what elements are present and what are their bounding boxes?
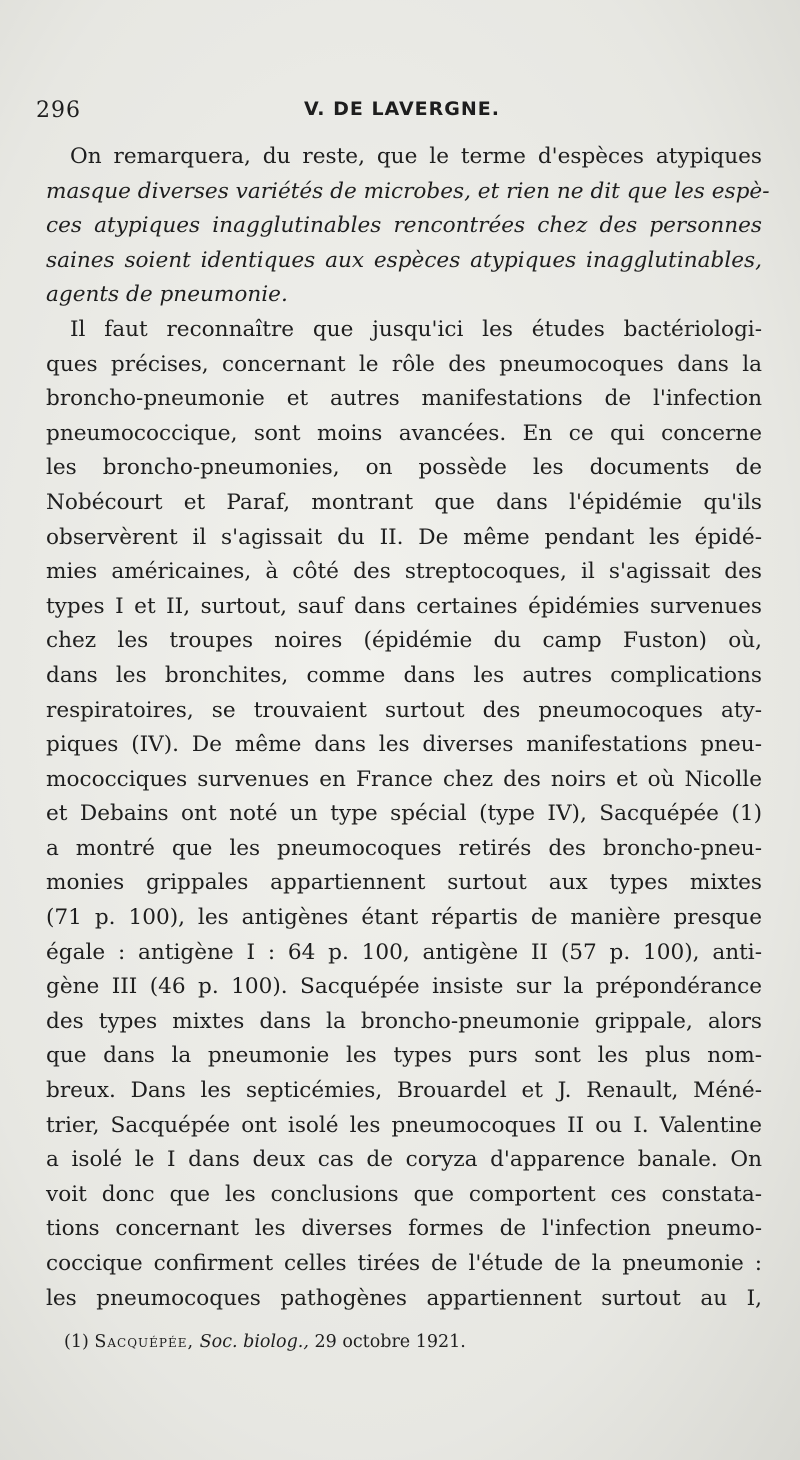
text-line: respiratoires, se trouvaient surtout des pneumocoques aty- xyxy=(46,697,762,723)
text-line: chez les troupes noires (épidémie du camp Fuston) où, xyxy=(46,628,762,654)
text-line: les broncho-pneumonies, on possède les documents de xyxy=(46,455,762,481)
text-line: a montré que les pneumocoques retirés des broncho-pneu- xyxy=(46,835,762,861)
footnote-marker: (1) xyxy=(64,1332,89,1352)
text-line: trier, Sacquépée ont isolé les pneumocoques II ou I. Valentine xyxy=(46,1112,762,1138)
text-line: coccique confirment celles tirées de l'étude de la pneumonie : xyxy=(46,1251,762,1276)
footnote-journal: Soc. biolog., xyxy=(199,1332,309,1352)
text-line: types I et II, surtout, sauf dans certaines épidémies survenues xyxy=(46,593,762,619)
footnote-author: Sacquépée, xyxy=(94,1332,195,1352)
text-line: tions concernant les diverses formes de l'infection pneumo- xyxy=(46,1216,762,1242)
text-line: mies américaines, à côté des streptocoques, il s'agissait des xyxy=(46,559,762,585)
text-line: a isolé le I dans deux cas de coryza d'apparence banale. On xyxy=(46,1147,762,1173)
footnote-date: 29 octobre 1921. xyxy=(314,1332,466,1352)
text-line: pneumococcique, sont moins avancées. En ce qui concerne xyxy=(46,420,762,446)
text-line: piques (IV). De même dans les diverses manifestations pneu- xyxy=(46,732,762,758)
text-line: breux. Dans les septicémies, Brouardel et J. Renault, Méné- xyxy=(46,1078,762,1104)
text-line: masque diverses variétés de microbes, et rien ne dit que les espè- xyxy=(46,178,770,204)
text-line: ques précises, concernant le rôle des pneumocoques dans la xyxy=(46,351,762,377)
text-line: monies grippales appartiennent surtout aux types mixtes xyxy=(46,870,762,896)
text-line: mococciques survenues en France chez des noirs et où Nicolle xyxy=(46,766,762,792)
text-line: dans les bronchites, comme dans les autres complications xyxy=(46,662,762,688)
footnote xyxy=(64,1332,466,1352)
text-line: gène III (46 p. 100). Sacquépée insiste sur la prépondérance xyxy=(46,974,762,1000)
text-line: que dans la pneumonie les types purs sont les plus nom- xyxy=(46,1043,762,1069)
text-line: On remarquera, du reste, que le terme d'espèces atypiques xyxy=(70,144,762,169)
text-line: agents de pneumonie. xyxy=(46,282,288,308)
text-line: Il faut reconnaître que jusqu'ici les études bactériologi- xyxy=(70,316,762,342)
text-line: égale : antigène I : 64 p. 100, antigène II (57 p. 100), anti- xyxy=(46,939,762,965)
text-line: voit donc que les conclusions que comportent ces constata- xyxy=(46,1181,762,1207)
page-header xyxy=(36,98,756,130)
text-line: et Debains ont noté un type spécial (type IV), Sacquépée (1) xyxy=(46,801,762,827)
text-line: Nobécourt et Paraf, montrant que dans l'épidémie qu'ils xyxy=(46,489,762,515)
running-title: V. DE LAVERGNE. xyxy=(304,98,500,120)
text-line: observèrent il s'agissait du II. De même pendant les épidé- xyxy=(46,524,762,550)
text-line: (71 p. 100), les antigènes étant répartis de manière presque xyxy=(46,905,762,931)
text-line: broncho-pneumonie et autres manifestations de l'infection xyxy=(46,386,762,412)
text-line: saines soient identiques aux espèces atypiques inagglutinables, xyxy=(46,247,762,273)
body-text xyxy=(46,140,770,1316)
text-line: ces atypiques inagglutinables rencontrées chez des personnes xyxy=(46,213,762,239)
text-line: les pneumocoques pathogènes appartiennent surtout au I, xyxy=(46,1285,762,1311)
text-line: des types mixtes dans la broncho-pneumonie grippale, alors xyxy=(46,1008,762,1034)
page-number: 296 xyxy=(36,98,81,123)
